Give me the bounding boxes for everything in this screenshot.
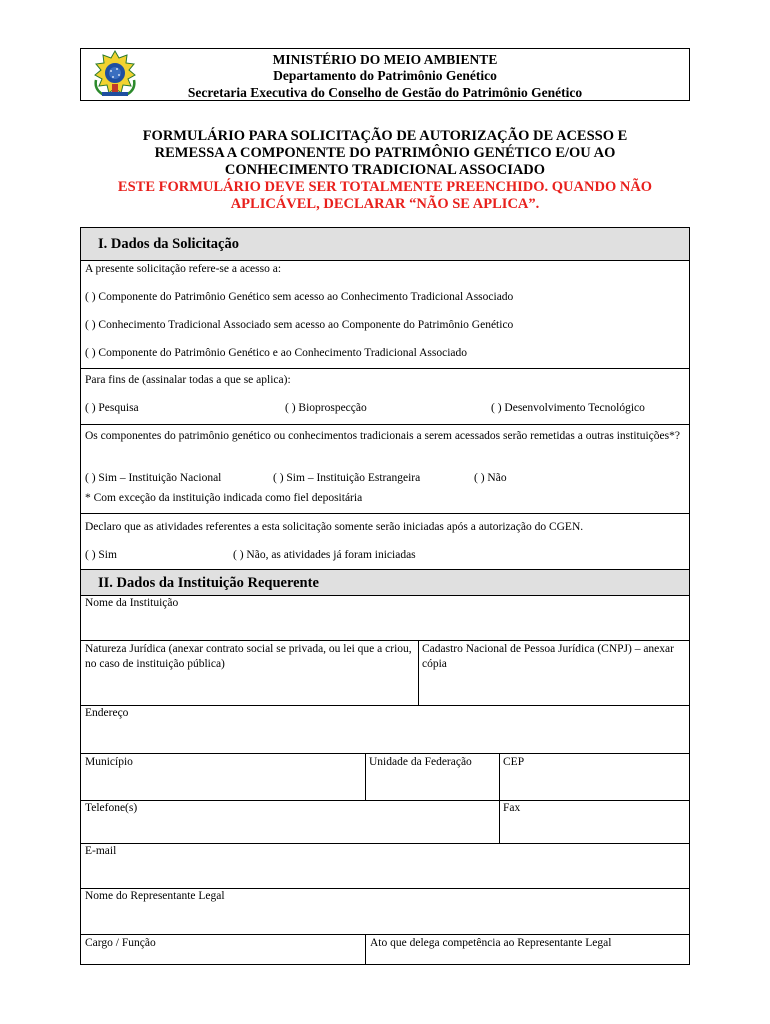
- access-option-2[interactable]: ( ) Conhecimento Tradicional Associado sem acesso ao Componente do Patrimônio Genético: [85, 319, 514, 331]
- divider: [80, 843, 690, 844]
- purpose-label: Para fins de (assinalar todas a que se aplica):: [85, 374, 291, 386]
- divider: [80, 934, 690, 935]
- form-warning-line-1: ESTE FORMULÁRIO DEVE SER TOTALMENTE PREENCHIDO. QUANDO NÃO: [117, 179, 653, 195]
- phone-label[interactable]: Telefone(s): [85, 802, 138, 814]
- section-1-header: I. Dados da Solicitação: [81, 228, 689, 260]
- divider: [80, 753, 690, 754]
- state-label[interactable]: Unidade da Federação: [369, 756, 472, 768]
- form-title-line-1: FORMULÁRIO PARA SOLICITAÇÃO DE AUTORIZAÇÃO DE ACESSO E: [142, 128, 628, 144]
- institution-name-label[interactable]: Nome da Instituição: [85, 597, 179, 609]
- divider: [365, 753, 366, 800]
- brazil-coat-of-arms-icon: [90, 50, 140, 98]
- role-label[interactable]: Cargo / Função: [85, 937, 156, 949]
- form-title-line-2: REMESSA A COMPONENTE DO PATRIMÔNIO GENÉTICO E/OU AO: [154, 145, 616, 161]
- address-label[interactable]: Endereço: [85, 707, 129, 719]
- city-label[interactable]: Município: [85, 756, 133, 768]
- zip-label[interactable]: CEP: [503, 756, 525, 768]
- divider: [365, 934, 366, 965]
- access-intro: A presente solicitação refere-se a acesso a:: [85, 263, 282, 275]
- declaration-text: Declaro que as atividades referentes a esta solicitação somente serão iniciadas após a autorização do CGEN.: [85, 521, 584, 533]
- divider: [80, 368, 690, 369]
- email-label[interactable]: E-mail: [85, 845, 117, 857]
- section-2-header: II. Dados da Instituição Requerente: [81, 570, 689, 595]
- ministry-name: MINISTÉRIO DO MEIO AMBIENTE: [272, 52, 498, 67]
- divider: [80, 705, 690, 706]
- department-name: Departamento do Patrimônio Genético: [273, 68, 497, 83]
- divider: [499, 753, 500, 843]
- purpose-option-research[interactable]: ( ) Pesquisa: [85, 402, 139, 414]
- fax-label[interactable]: Fax: [503, 802, 521, 814]
- divider: [80, 513, 690, 514]
- form-title-line-3: CONHECIMENTO TRADICIONAL ASSOCIADO: [224, 162, 546, 178]
- remit-option-national[interactable]: ( ) Sim – Instituição Nacional: [85, 472, 222, 484]
- remit-question: Os componentes do patrimônio genético ou conhecimentos tradicionais a serem acessados serão remetidas a outras instituições*?: [85, 430, 680, 442]
- divider: [80, 424, 690, 425]
- declaration-option-yes[interactable]: ( ) Sim: [85, 549, 117, 561]
- divider: [80, 800, 690, 801]
- divider: [80, 260, 690, 261]
- delegation-act-label[interactable]: Ato que delega competência ao Representante Legal: [370, 937, 612, 949]
- form-warning-line-2: APLICÁVEL, DECLARAR “NÃO SE APLICA”.: [230, 196, 540, 212]
- remit-note: * Com exceção da instituição indicada como fiel depositária: [85, 492, 363, 504]
- cnpj-label[interactable]: Cadastro Nacional de Pessoa Jurídica (CNPJ) – anexar cópia: [422, 643, 674, 670]
- access-option-3[interactable]: ( ) Componente do Patrimônio Genético e ao Conhecimento Tradicional Associado: [85, 347, 467, 359]
- remit-option-no[interactable]: ( ) Não: [474, 472, 507, 484]
- divider: [418, 640, 419, 705]
- access-option-1[interactable]: ( ) Componente do Patrimônio Genético sem acesso ao Conhecimento Tradicional Associado: [85, 291, 514, 303]
- secretariat-name: Secretaria Executiva do Conselho de Gestão do Patrimônio Genético: [187, 85, 583, 100]
- remit-option-foreign[interactable]: ( ) Sim – Instituição Estrangeira: [273, 472, 421, 484]
- divider: [80, 640, 690, 641]
- legal-nature-label[interactable]: Natureza Jurídica (anexar contrato social se privada, ou lei que a criou, no caso de instituição pública): [85, 643, 412, 670]
- purpose-option-bioprospecting[interactable]: ( ) Bioprospecção: [285, 402, 367, 414]
- purpose-option-tech-development[interactable]: ( ) Desenvolvimento Tecnológico: [491, 402, 645, 414]
- declaration-option-no[interactable]: ( ) Não, as atividades já foram iniciadas: [233, 549, 416, 561]
- header-box: [80, 48, 690, 101]
- legal-rep-label[interactable]: Nome do Representante Legal: [85, 890, 225, 902]
